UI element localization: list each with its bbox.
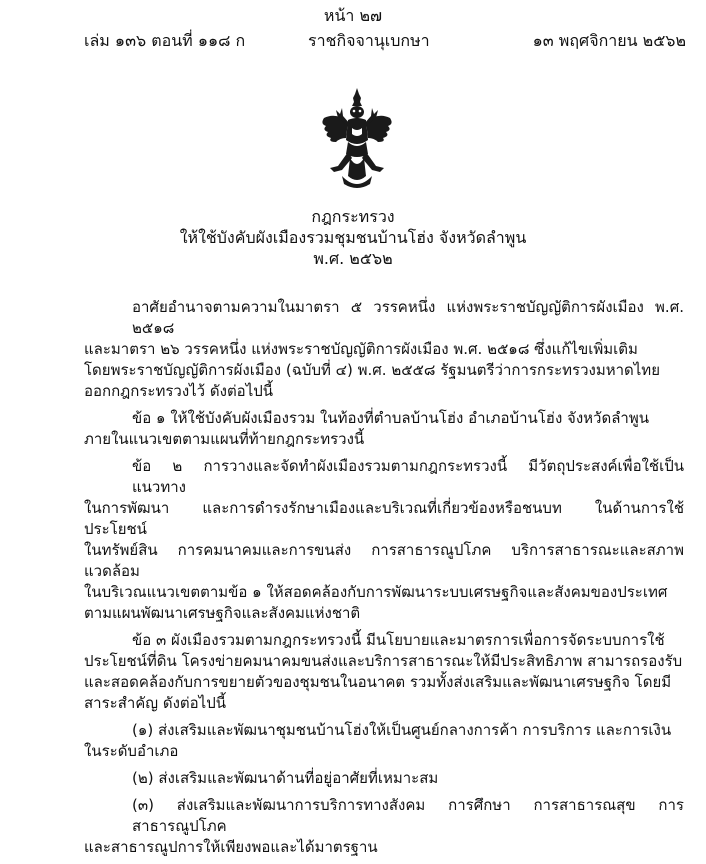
item-1 xyxy=(84,720,684,762)
text-line: โดยพระราชบัญญัติการผังเมือง (ฉบับที่ ๔) พ.ศ. ๒๕๕๘ รัฐมนตรีว่าการกระทรวงมหาดไทย xyxy=(84,361,660,379)
clause-1 xyxy=(84,408,684,450)
text-line: ออกกฎกระทรวงไว้ ดังต่อไปนี้ xyxy=(84,382,274,400)
page-number: หน้า ๒๗ xyxy=(323,6,383,25)
text-line: สาระสำคัญ ดังต่อไปนี้ xyxy=(84,694,226,712)
text-line: และมาตรา ๒๖ วรรคหนึ่ง แห่งพระราชบัญญัติการผังเมือง พ.ศ. ๒๕๑๘ ซึ่งแก้ไขเพิ่มเติม xyxy=(84,340,638,358)
decree-body xyxy=(84,297,684,864)
text-line: ประโยชน์ที่ดิน โครงข่ายคมนาคมขนส่งและบริการสาธารณะให้มีประสิทธิภาพ สามารถรองรับ xyxy=(84,652,683,670)
text-line: และสอดคล้องกับการขยายตัวของชุมชนในอนาคต รวมทั้งส่งเสริมและพัฒนาเศรษฐกิจ โดยมี xyxy=(84,673,672,691)
title-subject: ให้ใช้บังคับผังเมืองรวมชุมชนบ้านโฮ่ง จังหวัดลำพูน xyxy=(179,228,527,247)
text-line: ข้อ ๓ ผังเมืองรวมตามกฎกระทรวงนี้ มีนโยบายและมาตรการเพื่อการจัดระบบการใช้ xyxy=(132,631,665,649)
gazette-header xyxy=(84,30,686,52)
publication-name: ราชกิจจานุเบกษา xyxy=(308,31,430,50)
text-line: และสาธารณูปการให้เพียงพอและได้มาตรฐาน xyxy=(84,838,378,856)
text-line: ตามแผนพัฒนาเศรษฐกิจและสังคมแห่งชาติ xyxy=(84,604,361,622)
garuda-emblem-icon xyxy=(318,88,396,192)
text-line: ในระดับอำเภอ xyxy=(84,742,179,760)
text-line: ในการพัฒนา และการดำรงรักษาเมืองและบริเวณที่เกี่ยวข้องหรือชนบท ในด้านการใช้ประโยชน์ xyxy=(84,499,684,538)
text-line: ข้อ ๑ ให้ใช้บังคับผังเมืองรวม ในท้องที่ตำบลบ้านโฮ่ง อำเภอบ้านโฮ่ง จังหวัดลำพูน xyxy=(132,409,649,427)
clause-3 xyxy=(84,630,684,714)
text-line: ข้อ ๒ การวางและจัดทำผังเมืองรวมตามกฎกระทรวงนี้ มีวัตถุประสงค์เพื่อใช้เป็นแนวทาง xyxy=(132,457,684,496)
text-line: ในทรัพย์สิน การคมนาคมและการขนส่ง การสาธารณูปโภค บริการสาธารณะและสภาพแวดล้อม xyxy=(84,541,684,580)
text-line: ในบริเวณแนวเขตตามข้อ ๑ ให้สอดคล้องกับการพัฒนาระบบเศรษฐกิจและสังคมของประเทศ xyxy=(84,583,668,601)
clause-2 xyxy=(84,456,684,624)
preamble-paragraph xyxy=(84,297,684,402)
text-line: (๒) ส่งเสริมและพัฒนาด้านที่อยู่อาศัยที่เหมาะสม xyxy=(132,769,439,787)
text-line: (๓) ส่งเสริมและพัฒนาการบริการทางสังคม การศึกษา การสาธารณสุข การสาธารณูปโภค xyxy=(132,796,684,835)
volume-issue: เล่ม ๑๓๖ ตอนที่ ๑๑๘ ก xyxy=(84,31,246,50)
publication-date: ๑๓ พฤศจิกายน ๒๕๖๒ xyxy=(532,31,686,50)
text-line: ภายในแนวเขตตามแผนที่ท้ายกฎกระทรวงนี้ xyxy=(84,430,365,448)
title-year: พ.ศ. ๒๕๖๒ xyxy=(313,249,393,268)
title-heading: กฎกระทรวง xyxy=(311,207,395,226)
item-3 xyxy=(84,795,684,858)
text-line: (๑) ส่งเสริมและพัฒนาชุมชนบ้านโฮ่งให้เป็นศูนย์กลางการค้า การบริการ และการเงิน xyxy=(132,721,672,739)
decree-title xyxy=(0,206,706,269)
text-line: อาศัยอำนาจตามความในมาตรา ๕ วรรคหนึ่ง แห่งพระราชบัญญัติการผังเมือง พ.ศ. ๒๕๑๘ xyxy=(132,298,684,337)
